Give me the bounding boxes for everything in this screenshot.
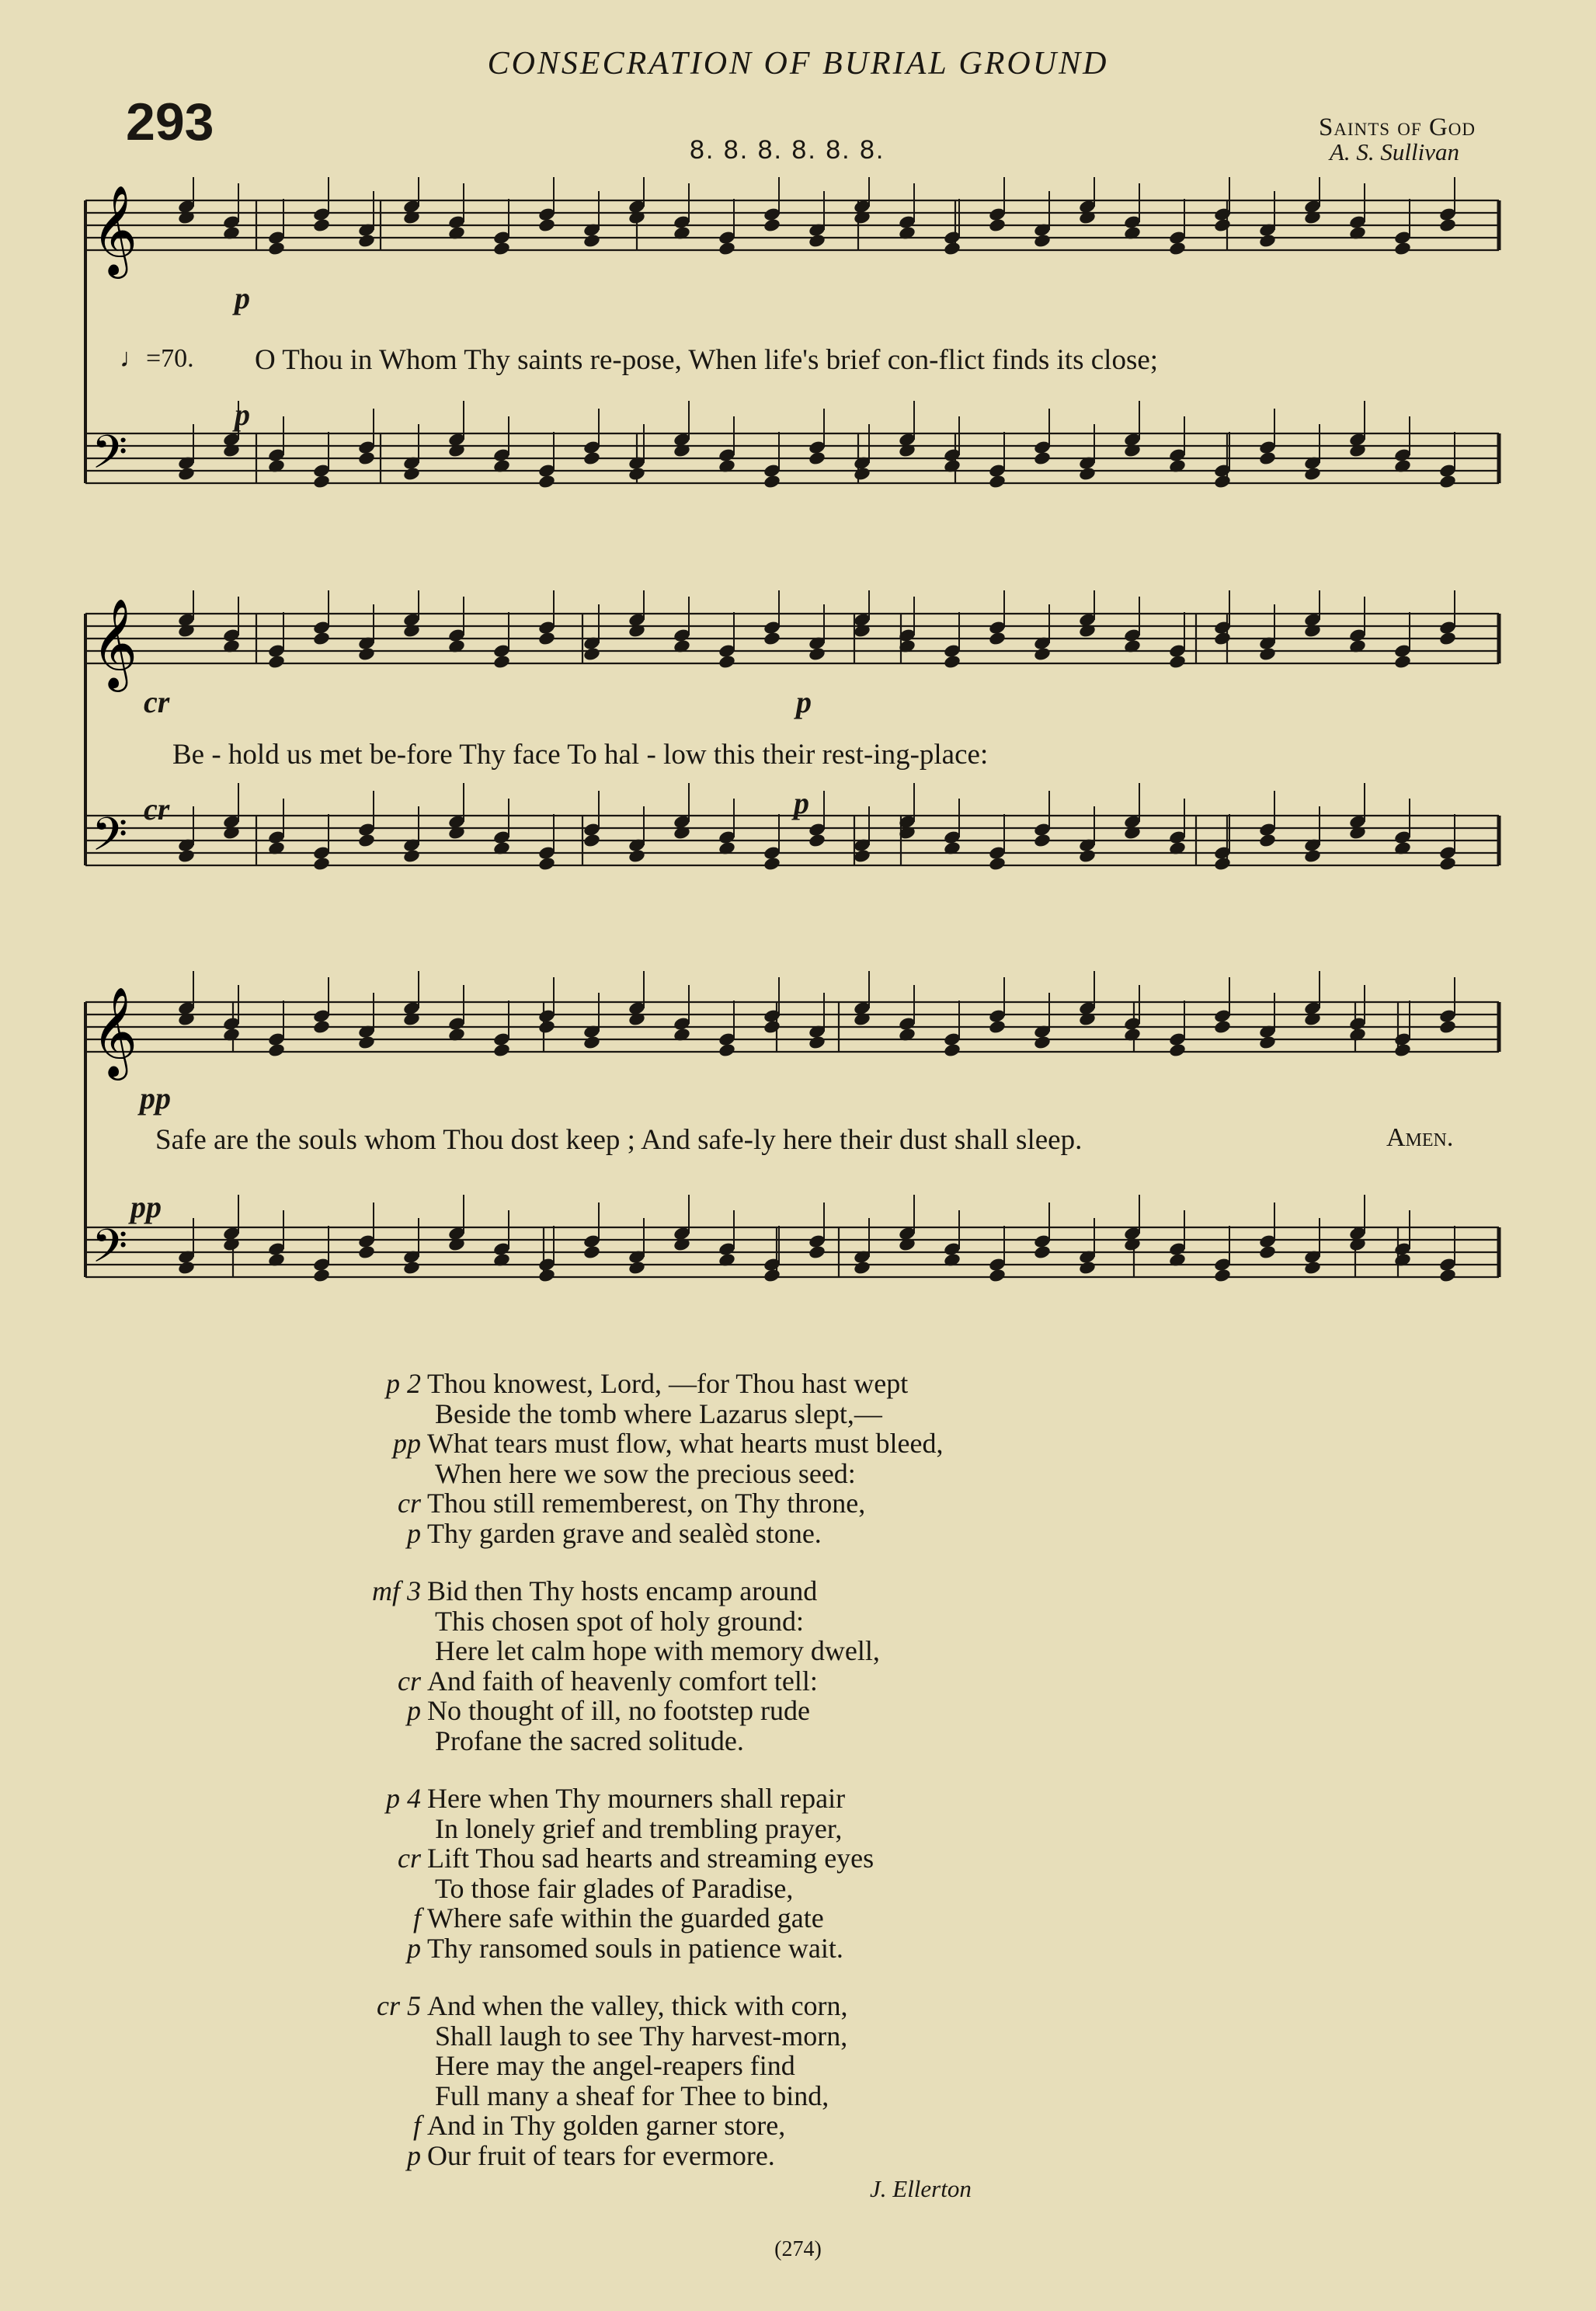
notehead (312, 631, 331, 646)
verse-line (334, 1843, 1266, 1874)
notehead (988, 856, 1007, 872)
verse-text: When here we sow the precious seed: (435, 1457, 856, 1489)
notehead (853, 1260, 871, 1276)
notehead (808, 833, 826, 848)
verse-line (334, 1814, 1266, 1844)
verse-mark: cr (398, 1843, 421, 1874)
notehead (763, 474, 781, 489)
notehead (312, 1268, 331, 1283)
notehead (988, 474, 1007, 489)
notehead (267, 1042, 286, 1058)
notehead (1258, 451, 1277, 466)
notehead (402, 848, 421, 864)
verse-text: And in Thy golden garner store, (427, 2110, 786, 2141)
verse-mark: p 4 (386, 1783, 421, 1814)
verse-text: Thou knowest, Lord, —for Thou hast wept (427, 1368, 909, 1399)
notehead (492, 241, 511, 256)
verse-stanza (334, 1991, 1266, 2170)
notehead (267, 654, 286, 670)
verse-text: Thy garden grave and sealèd stone. (427, 1517, 822, 1549)
verse-text: Where safe within the guarded gate (427, 1902, 824, 1933)
verse-stanza (334, 1369, 1266, 1548)
notehead (582, 646, 601, 662)
notehead (1033, 1244, 1052, 1260)
notehead (1213, 1268, 1232, 1283)
notehead (1438, 1019, 1457, 1035)
verse-stanza (334, 1576, 1266, 1756)
notehead (357, 833, 376, 848)
verse-text: Lift Thou sad hearts and streaming eyes (427, 1843, 874, 1874)
verse-line (334, 1429, 1266, 1459)
meter: 8. 8. 8. 8. 8. 8. (690, 135, 885, 165)
notehead (1438, 631, 1457, 646)
notehead (1078, 848, 1097, 864)
verse-mark: pp (393, 1428, 421, 1459)
hymn-number: 293 (126, 92, 214, 151)
verse-mark: p (407, 1517, 421, 1549)
verse-line (334, 1459, 1266, 1489)
notehead (1078, 1260, 1097, 1276)
notehead (177, 1260, 196, 1276)
verse-line (334, 1636, 1266, 1666)
notehead (357, 451, 376, 466)
composer: A. S. Sullivan (1329, 138, 1459, 165)
verses (334, 1369, 1266, 2198)
verse-line (334, 1696, 1266, 1726)
notehead (1438, 1268, 1457, 1283)
verse-text: And when the valley, thick with corn, (427, 1990, 848, 2021)
dynamic-marking: pp (140, 1081, 171, 1115)
notehead (582, 233, 601, 249)
notehead (808, 1244, 826, 1260)
notehead (537, 631, 556, 646)
verse-line (334, 1874, 1266, 1904)
notehead (1258, 833, 1277, 848)
notehead (1393, 654, 1412, 670)
tempo-marking: ♩=70. (120, 344, 194, 373)
verse-line (334, 1991, 1266, 2021)
verse-line (334, 1933, 1266, 1964)
notehead (1303, 848, 1322, 864)
verse-mark: p (407, 1932, 421, 1964)
notehead (357, 646, 376, 662)
notehead (763, 631, 781, 646)
notehead (943, 241, 961, 256)
notehead (808, 646, 826, 662)
notehead (1438, 218, 1457, 233)
verse-text: Beside the tomb where Lazarus slept,— (435, 1397, 882, 1429)
verse-line (334, 1369, 1266, 1399)
notehead (402, 466, 421, 482)
verse-mark: mf 3 (372, 1575, 421, 1606)
verse-text: To those fair glades of Paradise, (435, 1872, 794, 1904)
verse-text: Profane the sacred solitude. (435, 1725, 744, 1756)
verse-mark: p (407, 1695, 421, 1726)
notehead (1033, 451, 1052, 466)
notehead (808, 1035, 826, 1050)
verse-stanza (334, 1784, 1266, 1963)
notehead (1168, 1042, 1187, 1058)
notehead (763, 218, 781, 233)
verse-text: Here may the angel-reapers find (435, 2050, 795, 2081)
notehead (312, 856, 331, 872)
notehead (1213, 218, 1232, 233)
notehead (1213, 474, 1232, 489)
notehead (537, 1268, 556, 1283)
verse-line (334, 1903, 1266, 1933)
notehead (537, 856, 556, 872)
verse-line (334, 1576, 1266, 1606)
dynamic-marking: cr (144, 792, 170, 827)
notehead (1033, 233, 1052, 249)
notehead (357, 1244, 376, 1260)
verse-text: And faith of heavenly comfort tell: (427, 1665, 818, 1697)
dynamic-marking: pp (130, 1189, 162, 1224)
notehead (1438, 856, 1457, 872)
verse-text: In lonely grief and trembling prayer, (435, 1812, 843, 1844)
verse-text: Our fruit of tears for evermore. (427, 2139, 775, 2171)
verse-line (334, 1606, 1266, 1637)
notehead (1438, 474, 1457, 489)
verse-mark: cr (398, 1665, 421, 1697)
notehead (537, 218, 556, 233)
notehead (1303, 1260, 1322, 1276)
notehead (1258, 1244, 1277, 1260)
verse-mark: cr 5 (377, 1990, 421, 2021)
notehead (312, 1019, 331, 1035)
verse-text: What tears must flow, what hearts must bleed, (427, 1428, 944, 1459)
notehead (1393, 1042, 1412, 1058)
verse-text: Full many a sheaf for Thee to bind, (435, 2080, 829, 2111)
running-head: CONSECRATION OF BURIAL GROUND (487, 46, 1109, 82)
notehead (763, 856, 781, 872)
verse-text: Thy ransomed souls in patience wait. (427, 1932, 843, 1964)
notehead (492, 654, 511, 670)
dynamic-marking: p (235, 280, 250, 315)
notehead (628, 466, 646, 482)
verse-mark: p (407, 2139, 421, 2171)
treble-clef-icon: 𝄞 (92, 597, 138, 688)
dynamic-marking: p (796, 684, 812, 719)
verse-mark: f (412, 2110, 421, 2141)
notehead (853, 466, 871, 482)
verse-text: Here when Thy mourners shall repair (427, 1783, 846, 1814)
notehead (582, 451, 601, 466)
notehead (1258, 646, 1277, 662)
verse-mark: p 2 (386, 1368, 421, 1399)
notehead (402, 1260, 421, 1276)
notehead (718, 1042, 736, 1058)
staff-system-3 (78, 971, 1507, 1359)
verse-line (334, 2051, 1266, 2081)
notehead (537, 474, 556, 489)
notehead (763, 1268, 781, 1283)
verse-text: Bid then Thy hosts encamp around (427, 1575, 818, 1606)
notehead (582, 1244, 601, 1260)
verse-line (334, 2111, 1266, 2141)
notehead (357, 1035, 376, 1050)
notehead (628, 1260, 646, 1276)
dynamic-marking: p (235, 397, 250, 432)
notehead (582, 833, 601, 848)
verse-line (334, 2081, 1266, 2111)
bass-clef-icon: 𝄢 (92, 1219, 128, 1284)
notehead (988, 631, 1007, 646)
notehead (1168, 654, 1187, 670)
notehead (1213, 631, 1232, 646)
treble-clef-icon: 𝄞 (92, 986, 138, 1077)
notehead (943, 1042, 961, 1058)
dynamic-marking: p (794, 785, 809, 820)
music-system-3 (78, 971, 1507, 1359)
notehead (177, 848, 196, 864)
notehead (312, 474, 331, 489)
verse-line (334, 1784, 1266, 1814)
tune-name: Saints of God (1318, 113, 1476, 141)
author: J. Ellerton (870, 2175, 972, 2202)
lyric-line-3: Safe are the souls whom Thou dost keep ; And safe-ly here their dust shall sleep. (155, 1124, 1083, 1156)
notehead (808, 451, 826, 466)
verse-line (334, 1519, 1266, 1549)
notehead (1033, 1035, 1052, 1050)
notehead (357, 233, 376, 249)
verse-line (334, 1488, 1266, 1519)
verse-line (334, 1666, 1266, 1697)
lyric-line-1: O Thou in Whom Thy saints re-pose, When life's brief con-flict finds its close; (255, 344, 1159, 376)
notehead (718, 241, 736, 256)
notehead (1213, 1019, 1232, 1035)
bass-clef-icon: 𝄢 (92, 807, 128, 872)
notehead (718, 654, 736, 670)
notehead (267, 241, 286, 256)
treble-clef-icon: 𝄞 (92, 184, 138, 275)
verse-line (334, 1399, 1266, 1429)
notehead (763, 1019, 781, 1035)
notehead (537, 1019, 556, 1035)
verse-line (334, 2141, 1266, 2171)
verse-line (334, 2021, 1266, 2052)
verse-mark: f (412, 1902, 421, 1933)
dynamic-marking: cr (144, 684, 170, 719)
notehead (943, 654, 961, 670)
verse-text: Shall laugh to see Thy harvest-morn, (435, 2020, 848, 2052)
notehead (1168, 241, 1187, 256)
verse-text: No thought of ill, no footstep rude (427, 1695, 810, 1726)
notehead (628, 848, 646, 864)
notehead (1258, 233, 1277, 249)
page-number: (274) (774, 2237, 822, 2261)
notehead (1213, 856, 1232, 872)
verse-text: This chosen spot of holy ground: (435, 1605, 804, 1637)
notehead (177, 466, 196, 482)
verse-text: Thou still rememberest, on Thy throne, (427, 1488, 866, 1519)
lyric-line-2: Be - hold us met be-fore Thy face To hal - low this their rest-ing-place: (172, 739, 989, 771)
verse-text: Here let calm hope with memory dwell, (435, 1635, 880, 1666)
bass-clef-icon: 𝄢 (92, 425, 128, 490)
notehead (1303, 466, 1322, 482)
notehead (1033, 833, 1052, 848)
notehead (988, 1268, 1007, 1283)
notehead (1078, 466, 1097, 482)
verse-mark: cr (398, 1488, 421, 1519)
notehead (1393, 241, 1412, 256)
notehead (988, 218, 1007, 233)
notehead (312, 218, 331, 233)
amen-label: Amen. (1386, 1123, 1454, 1152)
notehead (853, 848, 871, 864)
notehead (1033, 646, 1052, 662)
notehead (808, 233, 826, 249)
notehead (988, 1019, 1007, 1035)
notehead (1258, 1035, 1277, 1050)
notehead (492, 1042, 511, 1058)
verse-line (334, 1726, 1266, 1756)
notehead (582, 1035, 601, 1050)
